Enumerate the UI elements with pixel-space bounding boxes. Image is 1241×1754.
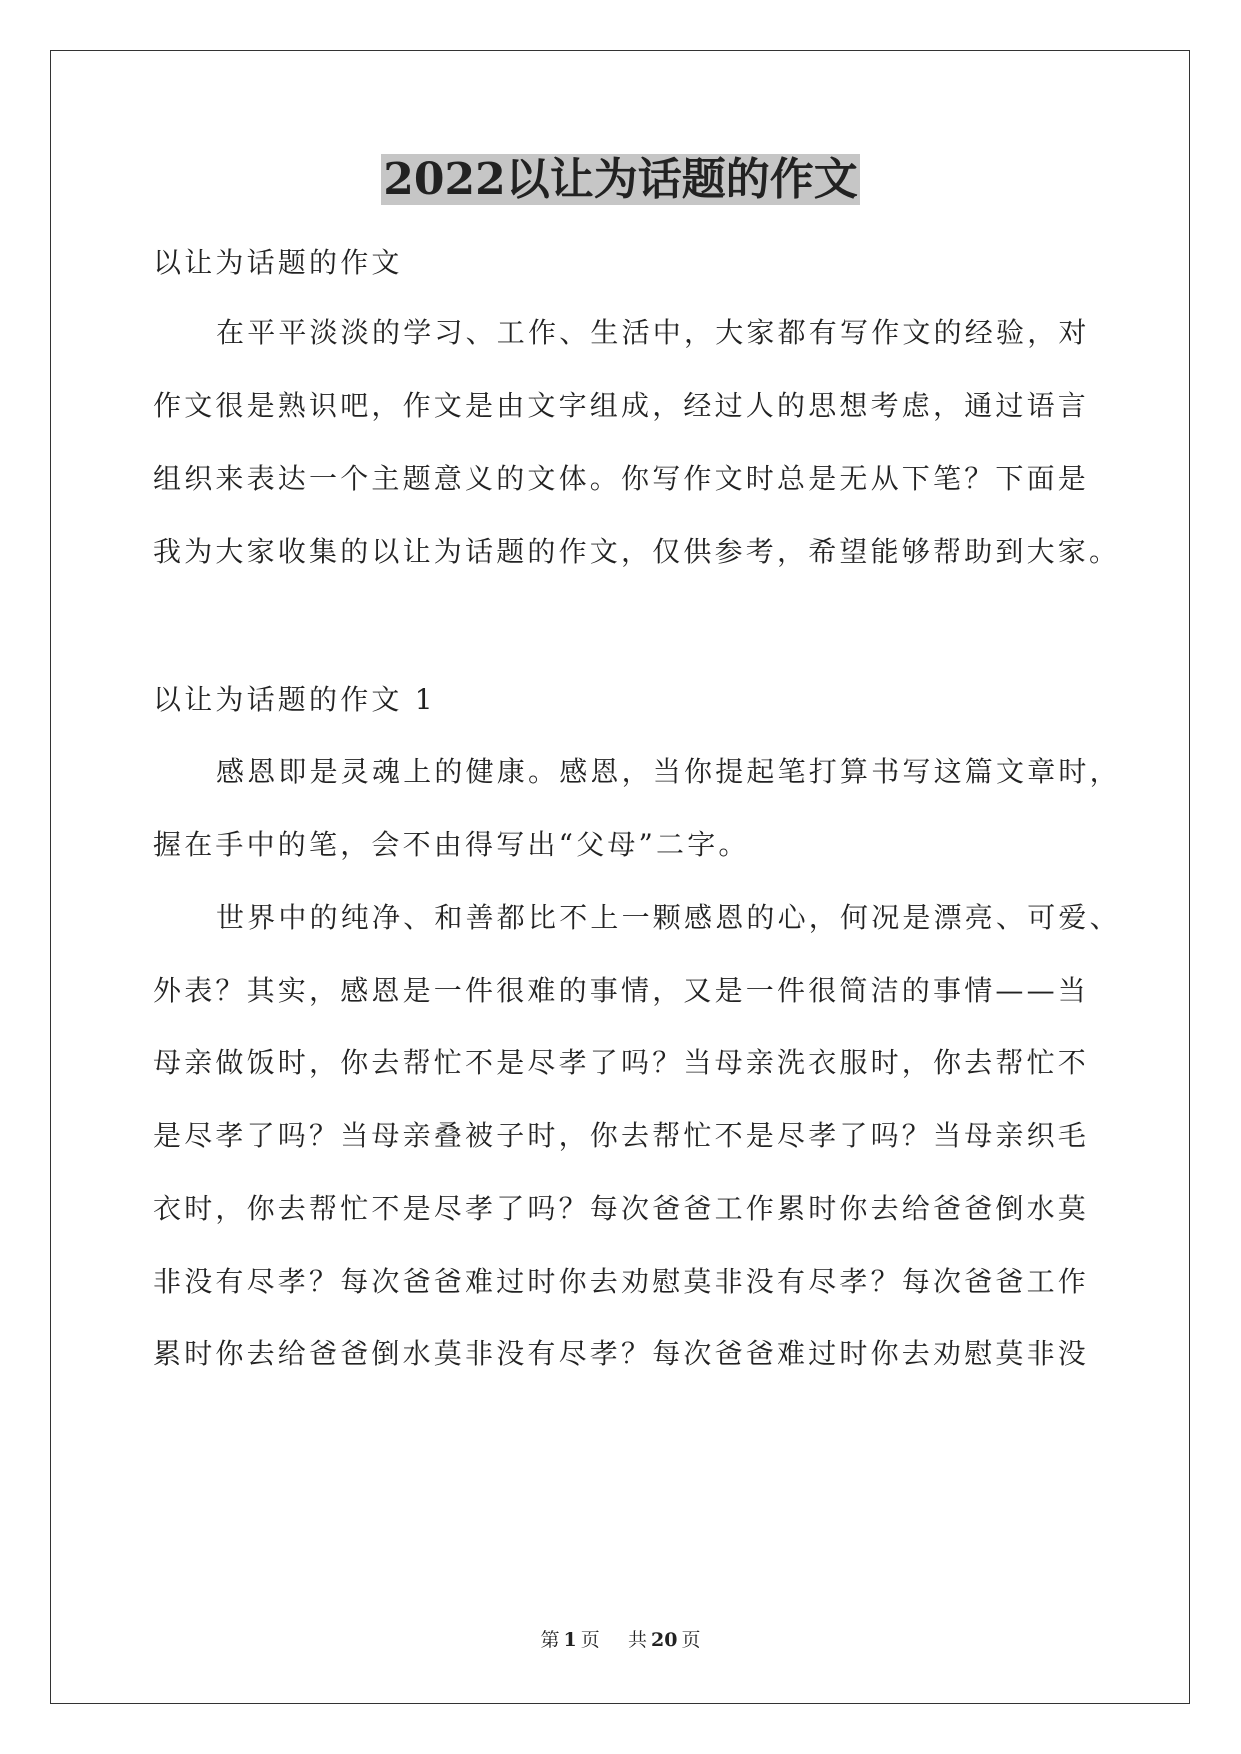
- document-title: [0, 150, 1241, 210]
- paragraph-line: 在平平淡淡的学习、工作、生活中，大家都有写作文的经验，对: [216, 316, 1090, 349]
- section-heading: 以让为话题的作文 1: [153, 683, 436, 716]
- total-suffix: 页: [681, 1629, 701, 1651]
- document-title-text: 2022以让为话题的作文: [383, 154, 858, 205]
- total-label: 共: [627, 1629, 647, 1651]
- paragraph-line: 世界中的纯净、和善都比不上一颗感恩的心，何况是漂亮、可爱、: [216, 901, 1121, 934]
- paragraph-line: 母亲做饭时，你去帮忙不是尽孝了吗？当母亲洗衣服时，你去帮忙不: [153, 1046, 1090, 1079]
- paragraph-line: 外表？其实，感恩是一件很难的事情，又是一件很简洁的事情——当: [153, 974, 1090, 1007]
- page-footer: [0, 1627, 1241, 1653]
- page-suffix: 页: [580, 1629, 600, 1651]
- paragraph-line: 作文很是熟识吧，作文是由文字组成，经过人的思想考虑，通过语言: [153, 389, 1090, 422]
- paragraph-line: 组织来表达一个主题意义的文体。你写作文时总是无从下笔？下面是: [153, 462, 1090, 495]
- paragraph-line: 是尽孝了吗？当母亲叠被子时，你去帮忙不是尽孝了吗？当母亲织毛: [153, 1119, 1090, 1152]
- page-label: 第: [540, 1629, 560, 1651]
- paragraph-line: 我为大家收集的以让为话题的作文，仅供参考，希望能够帮助到大家。: [153, 535, 1121, 568]
- paragraph-line: 非没有尽孝？每次爸爸难过时你去劝慰莫非没有尽孝？每次爸爸工作: [153, 1265, 1090, 1298]
- page-number: 1: [563, 1629, 577, 1651]
- paragraph-line: 衣时，你去帮忙不是尽孝了吗？每次爸爸工作累时你去给爸爸倒水莫: [153, 1192, 1090, 1225]
- page-border: [50, 50, 1190, 1704]
- subtitle: 以让为话题的作文: [153, 246, 403, 279]
- total-number: 20: [650, 1629, 678, 1651]
- paragraph-line: 握在手中的笔，会不由得写出“父母”二字。: [153, 828, 750, 861]
- paragraph-line: 累时你去给爸爸倒水莫非没有尽孝？每次爸爸难过时你去劝慰莫非没: [153, 1337, 1090, 1370]
- paragraph-line: 感恩即是灵魂上的健康。感恩，当你提起笔打算书写这篇文章时，: [216, 755, 1121, 788]
